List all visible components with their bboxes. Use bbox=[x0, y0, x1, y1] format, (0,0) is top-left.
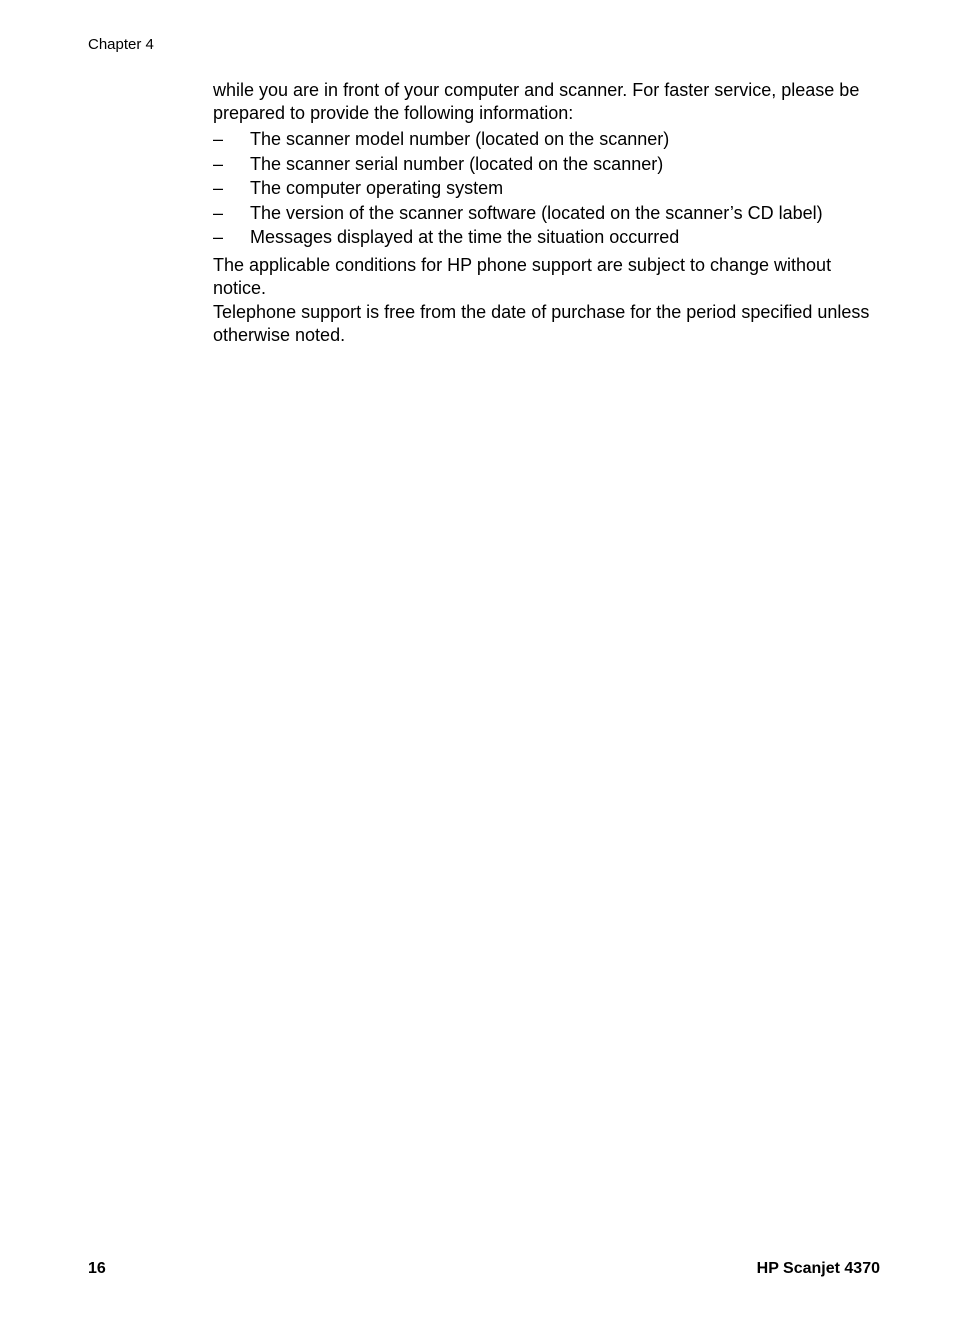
support-conditions-paragraph: The applicable conditions for HP phone support are subject to change without notice. bbox=[213, 254, 832, 298]
running-header-chapter: Chapter 4 bbox=[88, 36, 154, 53]
list-item bbox=[213, 127, 883, 152]
list-item-text: The version of the scanner software (located on the scanner’s CD label) bbox=[250, 202, 823, 223]
page-body bbox=[213, 79, 883, 347]
list-item bbox=[213, 176, 883, 201]
list-bullet: – bbox=[213, 202, 224, 223]
list-item bbox=[213, 225, 883, 250]
free-support-paragraph: Telephone support is free from the date of purchase for the period specified unless otherwise noted. bbox=[213, 301, 870, 345]
list-item bbox=[213, 201, 883, 226]
intro-paragraph: while you are in front of your computer and scanner. For faster service, please be prepared to provide the following information: bbox=[213, 80, 860, 123]
required-info-list bbox=[213, 127, 883, 250]
footer-product-name: HP Scanjet 4370 bbox=[756, 1260, 880, 1277]
list-item-text: The computer operating system bbox=[250, 178, 504, 198]
list-bullet: – bbox=[213, 153, 224, 174]
list-item-text: Messages displayed at the time the situation occurred bbox=[250, 227, 680, 247]
list-item-text: The scanner model number (located on the scanner) bbox=[250, 129, 670, 149]
list-item-text: The scanner serial number (located on the scanner) bbox=[250, 153, 664, 174]
list-bullet: – bbox=[213, 129, 224, 149]
page-number: 16 bbox=[88, 1260, 106, 1277]
list-bullet: – bbox=[213, 178, 224, 198]
list-bullet: – bbox=[213, 227, 224, 247]
list-item bbox=[213, 152, 883, 177]
